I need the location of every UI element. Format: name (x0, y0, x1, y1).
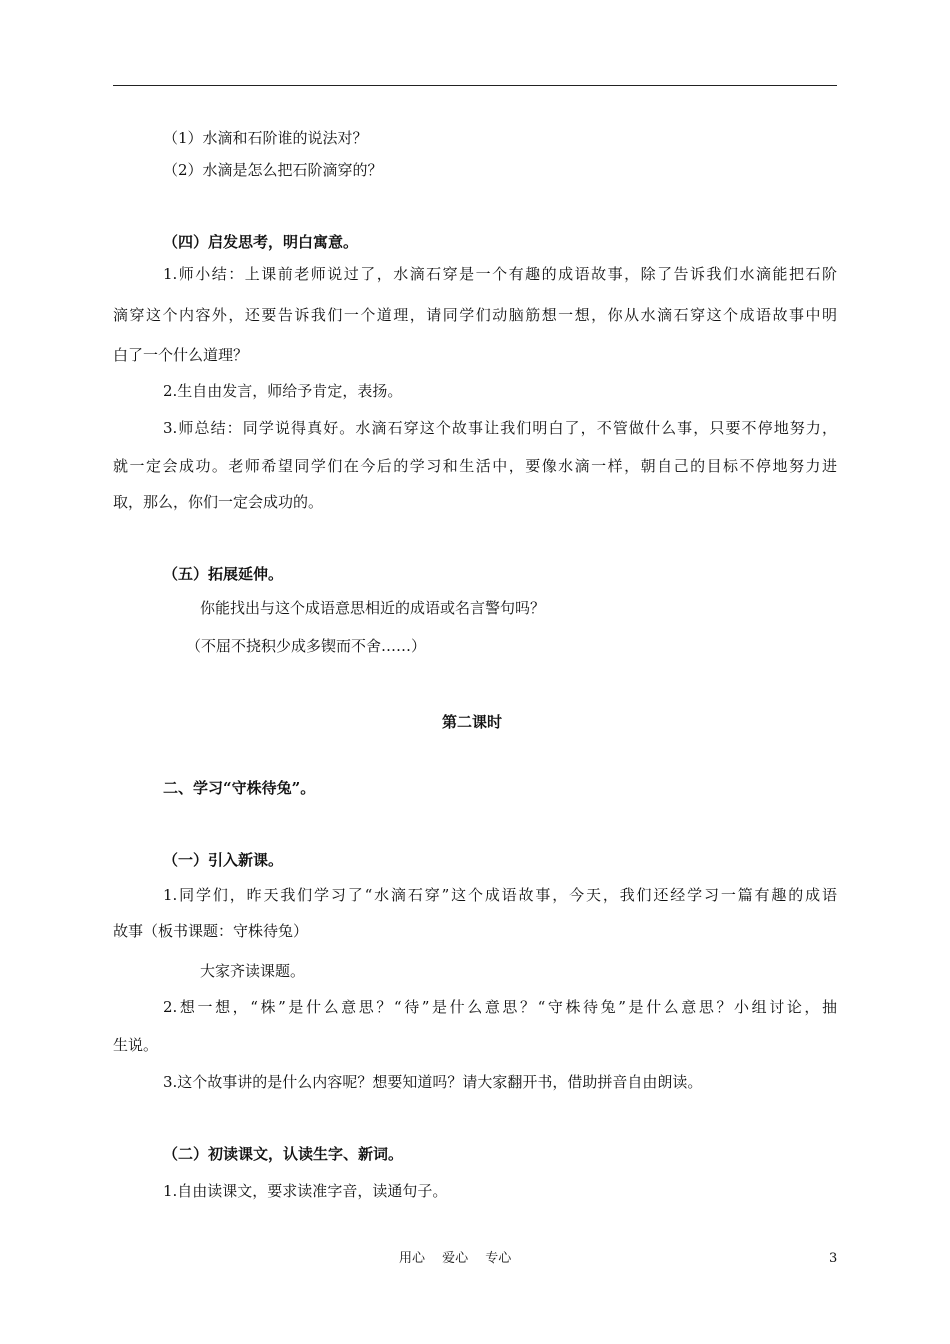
section-5-answer: （不屈不挠积少成多锲而不舍……） (186, 637, 427, 655)
sub-2-p1: 1.自由读课文，要求读准字音，读通句子。 (163, 1182, 448, 1200)
footer-motto: 用心 爱心 专心 (399, 1251, 512, 1266)
question-1: （1）水滴和石阶谁的说法对？ (163, 129, 368, 147)
section-4-p3-line2: 就一定会成功。老师希望同学们在今后的学习和生活中，要像水滴一样，朝自己的目标不停地努力进 (113, 457, 837, 475)
page-number: 3 (829, 1251, 838, 1266)
section-4-p3-line3: 取，那么，你们一定会成功的。 (113, 493, 324, 511)
sub-1-heading: （一）引入新课。 (163, 851, 284, 869)
sub-1-p2-line2: 生说。 (113, 1036, 159, 1054)
lesson-2-title: 第二课时 (442, 713, 503, 731)
section-4-heading: （四）启发思考，明白寓意。 (163, 233, 359, 251)
sub-2-heading: （二）初读课文，认读生字、新词。 (163, 1145, 404, 1163)
section-4-p3-line1: 3.师总结：同学说得真好。水滴石穿这个故事让我们明白了，不管做什么事，只要不停地努力， (163, 419, 837, 437)
sub-1-p1-line1: 1.同学们，昨天我们学习了“水滴石穿”这个成语故事，今天，我们还经学习一篇有趣的成语 (163, 886, 837, 904)
section-4-p2: 2.生自由发言，师给予肯定，表扬。 (163, 382, 403, 400)
question-2: （2）水滴是怎么把石阶滴穿的？ (163, 161, 383, 179)
sub-1-p2-line1: 2.想一想，“株”是什么意思？“待”是什么意思？“守株待兔”是什么意思？小组讨论，抽 (163, 998, 837, 1016)
section-4-p1-line3: 白了一个什么道理？ (113, 346, 249, 364)
sub-1-p3: 3.这个故事讲的是什么内容呢？想要知道吗？请大家翻开书，借助拼音自由朗读。 (163, 1073, 703, 1091)
header-rule (113, 85, 837, 86)
part-2-heading: 二、学习“守株待兔”。 (163, 779, 316, 797)
section-5-heading: （五）拓展延伸。 (163, 565, 284, 583)
section-4-p1-line1: 1.师小结：上课前老师说过了，水滴石穿是一个有趣的成语故事，除了告诉我们水滴能把石阶 (163, 265, 837, 283)
section-5-question: 你能找出与这个成语意思相近的成语或名言警句吗？ (200, 599, 546, 617)
sub-1-read-title: 大家齐读课题。 (200, 962, 306, 980)
section-4-p1-line2: 滴穿这个内容外，还要告诉我们一个道理，请同学们动脑筋想一想，你从水滴石穿这个成语故事中明 (113, 306, 837, 324)
sub-1-p1-line2: 故事（板书课题：守株待兔） (113, 922, 309, 940)
